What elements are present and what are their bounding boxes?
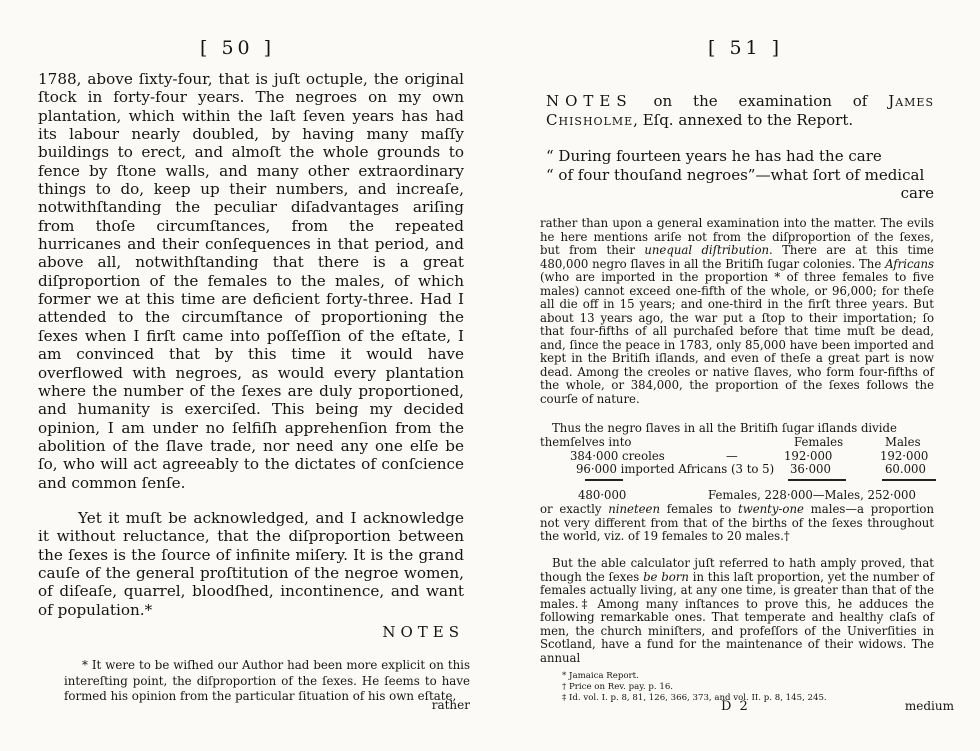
row-males: 60.000 (885, 462, 926, 476)
body3-emphasis-1: nineteen (608, 502, 661, 516)
table-row (540, 463, 934, 477)
table-rules (0, 479, 980, 481)
left-catchword: rather (431, 698, 470, 712)
row-males: 192·000 (880, 448, 929, 463)
row-females: 36·000 (790, 462, 831, 476)
left-main-text (38, 70, 464, 619)
quote-line-2: “ of four thouſand negroes”—what ſort of medical (546, 165, 925, 184)
body4-text-b: in this laſt proportion, yet the number of females actually living, at any one time, is greater than that of the males.‡ Among many inſtances to prove this, he adduces the following remarkable ones. That temperate and healthy claſs of men, the church miniſters, and profeſſors of the Univerſities in Scotland, have a fund for the maintenance of their widows. The annual (540, 569, 934, 665)
left-footnote (64, 658, 470, 705)
right-body-3 (540, 503, 934, 544)
notes-title (546, 92, 934, 130)
footnote-1: * Jamaica Report. (562, 671, 639, 681)
table-total (540, 489, 934, 503)
notes-heading: NOTES (382, 623, 464, 641)
right-body-4 (540, 557, 934, 665)
total-text: Females, 228·000—Males, 252·000 (708, 488, 916, 502)
right-body-1 (540, 217, 934, 406)
body1-text-c: (who are imported in the proportion * of three females to five males) cannot exceed one-fifth of the whole, or 96,000; for theſe all die off in 15 years; and one-third in the firſt three years. But about 13 years ago, the war put a ſtop to their importation; ſo that four-fifths of all purchaſed before that time muſt be dead, and, ſince the peace in 1783, only 85,000 have been imported and kept in the Britiſh iſlands, and even of theſe a great part is now dead. Among the creoles or native ſlaves, who form four-fifths of the whole, or 384,000, the proportion of the ſexes follows the courſe of nature. (540, 270, 934, 406)
title-name: James Chisholme (546, 92, 934, 129)
col-females: Females (794, 435, 844, 449)
body4-emphasis: be born (643, 569, 689, 584)
table-row (540, 450, 934, 464)
row-label: 96·000 imported Africans (3 to 5) (576, 462, 775, 476)
right-footnotes (562, 671, 942, 704)
body1-emphasis-1: unequal diſtribution (644, 243, 770, 257)
row-females: 192·000 (784, 448, 833, 463)
footnote-3: ‡ Id. vol. I. p. 8, 81, 126, 366, 373, and vol. II. p. 8, 145, 245. (562, 693, 827, 703)
quote-line-1: “ During fourteen years he has had the care (546, 147, 882, 165)
body4-text-a: But the able calculator juſt referred to hath amply proved, that though the ſexes (540, 556, 934, 584)
rule-segment (788, 479, 846, 481)
row-label: 384·000 creoles (570, 448, 665, 463)
quote-line-3: care (900, 184, 934, 202)
left-footnote-text: * It were to be wiſhed our Author had been more explicit on this intereſting point, the diſproportion of the ſexes. He ſeems to have formed his opinion from the particular ſituation of his own eſtate, (64, 658, 470, 703)
body3-emphasis-2: twenty-one (738, 502, 804, 516)
title-notes: NOTES (546, 92, 633, 110)
left-paragraph-2: Yet it muſt be acknowledged, and I acknowledge it without reluctance, that the diſproportion between the ſexes is the ſource of infinite miſery. It is the grand cauſe of the general proſtitution of the negroe women, of diſeaſe, quarrel, bloodſhed, incontinence, and want of population.* (38, 508, 464, 619)
row-dash: — (726, 448, 738, 463)
rule-segment (585, 479, 623, 481)
right-catchword: medium (904, 699, 954, 713)
body1-text-b: . There are at this time 480,000 negro ſlaves in all the Britiſh ſugar colonies. The (540, 243, 934, 271)
body1-text-a: rather than upon a general examination into the matter. The evils he here mentions ariſe not from the diſproportion of the ſexes, but from their (540, 216, 934, 257)
title-end: , Eſq. annexed to the Report. (633, 111, 854, 129)
rule-segment (882, 479, 936, 481)
table-total-row (540, 489, 934, 503)
body3-text-b: females to (660, 502, 739, 516)
footnote-2: † Price on Rev. pay. p. 16. (562, 682, 674, 692)
col-males: Males (885, 435, 921, 449)
population-table (540, 436, 934, 477)
body3-text-a: or exactly (540, 502, 609, 516)
right-page (490, 0, 980, 751)
total-label: 480·000 (578, 488, 627, 502)
title-mid: on the examination of (632, 92, 889, 110)
left-paragraph-1: 1788, above ſixty-four, that is juſt octuple, the original ſtock in forty-four years. The negroes on my own plantation, which within the laſt ſeven years has had its labour nearly doubled, by having many maſſy buildings to erect, and almoſt the whole grounds to fence by ſtone walls, and many other extraordinary things to do, keep up their numbers, and increaſe, notwithſtanding the peculiar diſadvantages ariſing from thoſe circumſtances, from the repeated hurricanes and their conſequences in that period, and above all, notwithſtanding that there is a great diſproportion of the females to the males, of which former we at this time are deficient forty-three. Had I attended to the circumſtance of proportioning the ſexes when I firſt came into poſſeſſion of the eſtate, I am convinced that by this time it would have overflowed with negroes, as would every plantation where the number of the ſexes are duly proportioned, and humanity is exerciſed. This being my decided opinion, I am under no ſelfiſh apprehenſion from the abolition of the ſlave trade, nor need any one elſe be ſo, who will act agreeably to the dictates of conſcience and common ſenſe. (38, 70, 464, 492)
table-header (540, 436, 934, 450)
signature-mark: D 2 (721, 699, 750, 714)
quote (546, 147, 934, 203)
page-number-left: [ 50 ] (200, 37, 276, 59)
body3-text-c: males—a proportion not very different from that of the births of the ſexes throughout the world, viz. of 19 females to 20 males.† (540, 502, 934, 543)
page-number-right: [ 51 ] (708, 37, 784, 59)
body1-emphasis-2: Africans (885, 256, 934, 271)
table-intro-text: Thus the negro ſlaves in all the Britiſh ſugar iſlands divide themſelves into (540, 421, 897, 449)
